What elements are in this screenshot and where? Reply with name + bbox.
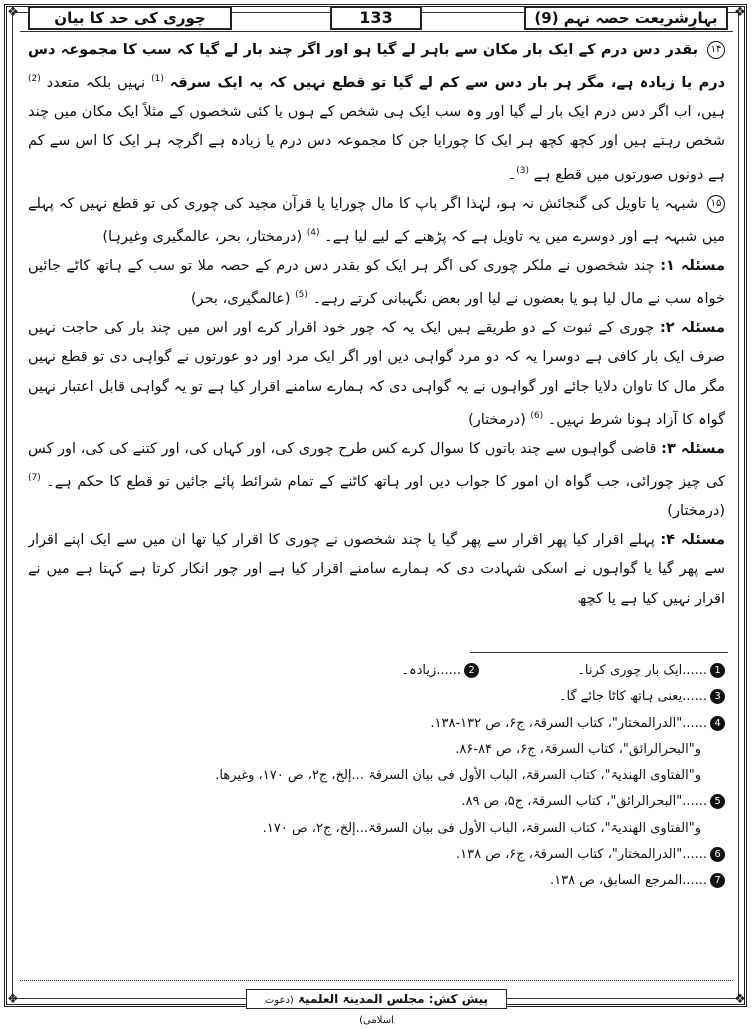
publisher-footer [246, 989, 507, 1026]
reference: (درمختار، بحر، عالمگیری وغیرہا) [102, 228, 303, 245]
footnote-ref: (7) [28, 472, 41, 483]
footnote-text: ......یعنی ہاتھ کاٹا جائے گا۔ [558, 689, 707, 705]
masala-label: مسئلہ ۳: [661, 440, 725, 457]
footnote-row [28, 711, 725, 737]
main-text [28, 36, 725, 650]
footnote-ref: (4) [306, 227, 320, 238]
masala [28, 526, 725, 614]
footnote-row [28, 789, 725, 815]
publisher-name: مجلس المدینۃ العلمیۃ [298, 992, 425, 1006]
paragraph [28, 36, 725, 190]
footer-prefix: پیش کش: [428, 992, 489, 1006]
masala-text: چوری کے ثبوت کے دو طریقے ہیں ایک یہ کہ چور خود اقرار کرے اور اس میں چند بار کی حاجت نہیں صرف ایک بار کافی ہے دوسرا یہ کہ دو مرد گواہی دیں اور اگر ایک مرد اور دو عورتوں نے گواہی دی تو قطع نہیں مگر مال کا تاوان دلایا جائے اور گواہوں نے یہ گواہی دی کہ ہمارے سامنے اقرار کیا ہے تو یہ گواہی قابل اعتبار نہیں گواہ کا آزاد ہونا شرط نہیں۔ [28, 320, 725, 428]
footnote-ref: (1) [151, 74, 164, 85]
footnotes [28, 658, 725, 958]
paragraph-text: نہیں بلکہ متعدد [46, 75, 146, 92]
footnote-ref: (3) [516, 165, 530, 176]
chapter-title: چوری کی حد کا بیان [28, 6, 232, 30]
footnote-text: ......زیادہ۔ [401, 663, 462, 678]
masala [28, 314, 725, 435]
masala-label: مسئلہ ۱: [660, 257, 725, 274]
footnote-number: 2 [464, 663, 479, 678]
reference: (درمختار) [667, 503, 725, 520]
header-divider [20, 31, 733, 32]
footnote-ref: (6) [530, 410, 544, 421]
footnote-text: و"الفتاوی الھندیۃ"، کتاب السرقۃ، الباب الأول فی بیان السرقۃ...إلخ، ج۲، ص ۱۷۰. [262, 820, 701, 836]
paragraph-text: ہیں، اب اگر دس درم ایک بار لے گیا اور وہ سب ایک ہی شخص کے ہوں یا کئی شخصوں کے مثلاً ایک مکان میں چند شخص رہتے ہیں اور کچھ کچھ ہر ایک کا چورایا جن کا مجموعہ دس درم یا زیادہ ہے اگرچہ ہر ایک کا اس سے کم ہے دونوں صورتوں میں قطع ہے [28, 104, 725, 183]
footnote-row [28, 763, 725, 789]
masala-text: پہلے اقرار کیا پھر اقرار سے پھر گیا یا چند شخصوں نے چوری کا اقرار کیا تھا ان میں سے ایک اپنے اقرار سے پھر گیا یا گواہوں نے اسکی شہادت دی کہ ہمارے سامنے اقرار کیا ہے اور چور انکار کرتا ہے کہتا ہے میں نے اقرار نہیں کیا ہے یا کچھ [28, 532, 725, 607]
page-number: 133 [330, 6, 422, 30]
footnote-row [28, 842, 725, 868]
footnote-number: 7 [710, 873, 725, 888]
masala-text: چند شخصوں نے ملکر چوری کی اگر ہر ایک کو بقدر دس درم کے حصہ ملا تو سب کے ہاتھ کاٹے جائیں خواہ سب نے مال لیا ہو یا بعضوں نے لیا اور بعض نگہبانی کرتے رہے۔ [28, 257, 725, 307]
masala [28, 252, 725, 314]
corner-ornament-icon: ❖ [7, 992, 19, 1007]
footer-divider [20, 980, 733, 981]
footnote-row [28, 684, 725, 710]
footnote-number: 1 [710, 663, 725, 678]
paragraph-text: شبہہ یا تاویل کی گنجائش نہ ہو، لہٰذا اگر باپ کا مال چورایا یا قرآن مجید کی چوری کی تو قطع نہیں کہ پہلے میں شبہہ ہے اور دوسرے میں یہ تاویل ہے کہ پڑھنے کے لیے لیا ہے۔ [28, 195, 725, 245]
corner-ornament-icon: ❖ [7, 5, 19, 20]
footnote-row [28, 658, 725, 684]
paragraph-number: ۱۴ [707, 41, 725, 59]
book-title: بہارِشریعت حصہ نہم (9) [524, 6, 728, 30]
footnote-row [28, 737, 725, 763]
footnote-text: و"الفتاوی الھندیۃ"، کتاب السرقۃ، الباب الأول فی بیان السرقۃ ...إلخ، ج۲، ص ۱۷۰، وغیرھا. [215, 768, 701, 784]
footnote-text: و"البحرالرائق"، کتاب السرقۃ، ج۶، ص ۸۴-۸۶. [455, 741, 701, 757]
footnote-text: ......ایک بار چوری کرنا۔ [577, 663, 707, 678]
masala-text: قاضی گواہوں سے چند باتوں کا سوال کرے کس طرح چوری کی، اور کہاں کی، اور کتنے کی کی، اور کس کی چیز چورائی، جب گواہ ان امور کا جواب دیں اور ہاتھ کاٹنے کے تمام شرائط پائے جائیں تو قطع کا حکم ہے۔ [28, 440, 725, 490]
footnote-text: ......المرجع السابق، ص ۱۳۸. [549, 873, 707, 889]
footnote-ref: (2) [28, 74, 41, 85]
reference: (درمختار) [468, 411, 526, 428]
footnote-divider [470, 652, 728, 653]
paragraph-end: ۔ [507, 166, 517, 183]
footnote-number: 5 [710, 794, 725, 809]
masala-label: مسئلہ ۲: [659, 320, 725, 337]
footnote-number: 4 [710, 716, 725, 731]
publisher-sub: (دعوت اسلامی) [264, 995, 394, 1026]
corner-ornament-icon: ❖ [734, 992, 746, 1007]
footnote-number: 6 [710, 847, 725, 862]
footnote-text: ......"البحرالرائق"، کتاب السرقۃ، ج۵، ص ۸۹. [461, 794, 707, 810]
footnote-ref: (5) [295, 290, 308, 301]
footnote-row [28, 868, 725, 894]
footnote-text: ......"الدرالمختار"، کتاب السرقۃ، ج۶، ص ۱۳۲-۱۳۸. [430, 715, 707, 731]
masala [28, 435, 725, 526]
paragraph [28, 190, 725, 252]
masala-label: مسئلہ ۴: [660, 532, 725, 549]
footnote-row [28, 816, 725, 842]
paragraph-number: ۱۵ [707, 195, 725, 213]
footnote-number: 3 [710, 689, 725, 704]
paragraph-text: بقدر دس درم کے ایک بار مکان سے باہر لے گیا ہو اور اگر چند بار لے گیا کہ سب کا مجموعہ دس درم یا زیادہ ہے، مگر ہر بار دس سے کم لے گیا تو قطع نہیں کہ یہ ایک سرقہ [28, 42, 725, 92]
reference: (عالمگیری، بحر) [190, 290, 291, 307]
footnote-text: ......"الدرالمختار"، کتاب السرقۃ، ج۶، ص ۱۳۸. [456, 847, 707, 863]
corner-ornament-icon: ❖ [734, 5, 746, 20]
